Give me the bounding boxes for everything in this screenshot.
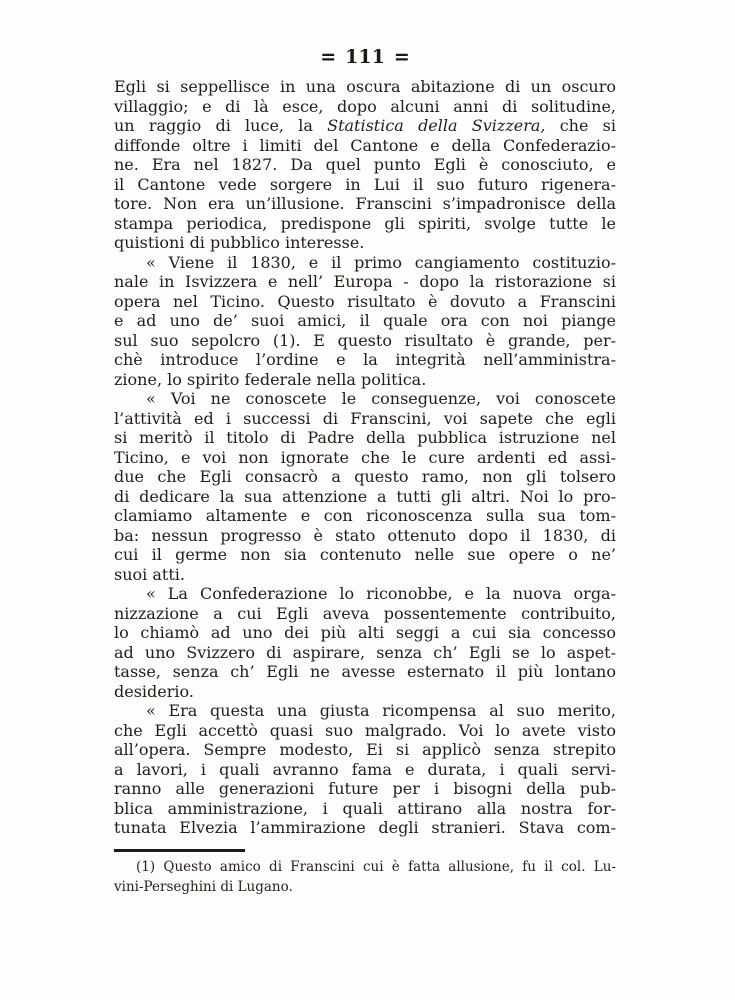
body-line: « La Confederazione lo riconobbe, e la nuova orga- (146, 584, 616, 603)
footnote (114, 858, 616, 897)
body-line: sul suo sepolcro (1). E questo risultato è grande, per- (114, 330, 616, 350)
body-line: desiderio. (114, 681, 194, 701)
body-line: nale in Isvizzera e nell’ Europa - dopo la ristorazione si (114, 272, 616, 291)
footnote-line: (1) Questo amico di Franscini cui è fatta allusione, fu il col. Lu- (136, 859, 616, 875)
body-line: di dedicare la sua attenzione a tutti gli altri. Noi lo pro- (114, 486, 616, 506)
body-line: villaggio; e di là esce, dopo alcuni anni di solitudine, (114, 96, 616, 116)
page-header (114, 46, 616, 68)
body-line: e ad uno de’ suoi amici, il quale ora con noi piange (114, 311, 616, 330)
body-line (114, 116, 616, 136)
body-line: tunata Elvezia l’ammirazione degli stranieri. Stava com- (114, 818, 616, 837)
body-line: zione, lo spirito federale nella politica. (114, 369, 427, 389)
body-line-text: un raggio di luce, la (114, 116, 328, 135)
body-line: ne. Era nel 1827. Da quel punto Egli è conosciuto, e (114, 155, 616, 174)
body-line: clamiamo altamente e con riconoscenza sulla sua tom- (114, 506, 616, 525)
body-line: Egli si seppellisce in una oscura abitazione di un oscuro (114, 77, 616, 96)
body-line: il Cantone vede sorgere in Lui il suo futuro rigenera- (114, 174, 616, 194)
header-ornament-right: = (393, 44, 410, 70)
body-line: diffonde oltre i limiti del Cantone e della Confederazio- (114, 135, 616, 155)
body-line: suoi atti. (114, 564, 185, 584)
body-line: blica amministrazione, i quali attirano alla nostra for- (114, 798, 616, 818)
body-line: stampa periodica, predispone gli spiriti, svolge tutte le (114, 213, 616, 233)
body-line: opera nel Ticino. Questo risultato è dovuto a Franscini (114, 291, 616, 311)
body-line: due che Egli consacrò a questo ramo, non gli tolsero (114, 467, 616, 486)
footnote-line: vini-Perseghini di Lugano. (114, 878, 293, 895)
body-line: ad uno Svizzero di aspirare, senza ch’ Egli se lo aspet- (114, 642, 616, 662)
body-line: ranno alle generazioni future per i bisogni della pub- (114, 779, 616, 798)
header-ornament-left: = (320, 44, 337, 70)
body-line: « Voi ne conoscete le conseguenze, voi conoscete (146, 389, 616, 408)
body-line: lo chiamò ad uno dei più alti seggi a cui sia concesso (114, 623, 616, 642)
body-line: « Era questa una giusta ricompensa al suo merito, (146, 701, 616, 720)
body-line: l’attività ed i successi di Franscini, voi sapete che egli (114, 408, 616, 428)
body-line: che Egli accettò quasi suo malgrado. Voi lo avete visto (114, 720, 616, 740)
body-line: « Viene il 1830, e il primo cangiamento costituzio- (146, 252, 616, 272)
body-text-block (114, 77, 616, 838)
body-line: tasse, senza ch’ Egli ne avesse esternato il più lontano (114, 662, 616, 681)
body-line: si meritò il titolo di Padre della pubblica istruzione nel (114, 428, 616, 447)
body-line: tore. Non era un’illusione. Franscini s’impadronisce della (114, 194, 616, 213)
book-title-italic: Statistica della Svizzera, (327, 116, 546, 135)
body-line: ba: nessun progresso è stato ottenuto dopo il 1830, di (114, 525, 616, 545)
body-line-text: che si (545, 116, 617, 135)
body-line: nizzazione a cui Egli aveva possentemente contribuito, (114, 603, 616, 623)
body-line: Ticino, e voi non ignorate che le cure ardenti ed assi- (114, 447, 616, 467)
body-line: cui il germe non sia contenuto nelle sue opere o ne’ (114, 545, 616, 564)
body-line: quistioni di pubblico interesse. (114, 233, 365, 252)
body-line: chè introduce l’ordine e la integrità nell’amministra- (114, 350, 616, 369)
body-line: a lavori, i quali avranno fama e durata, i quali servi- (114, 759, 616, 779)
body-line: all’opera. Sempre modesto, Ei si applicò senza strepito (114, 740, 616, 759)
footnote-separator-rule (114, 849, 245, 852)
page-number: 111 (345, 46, 385, 68)
